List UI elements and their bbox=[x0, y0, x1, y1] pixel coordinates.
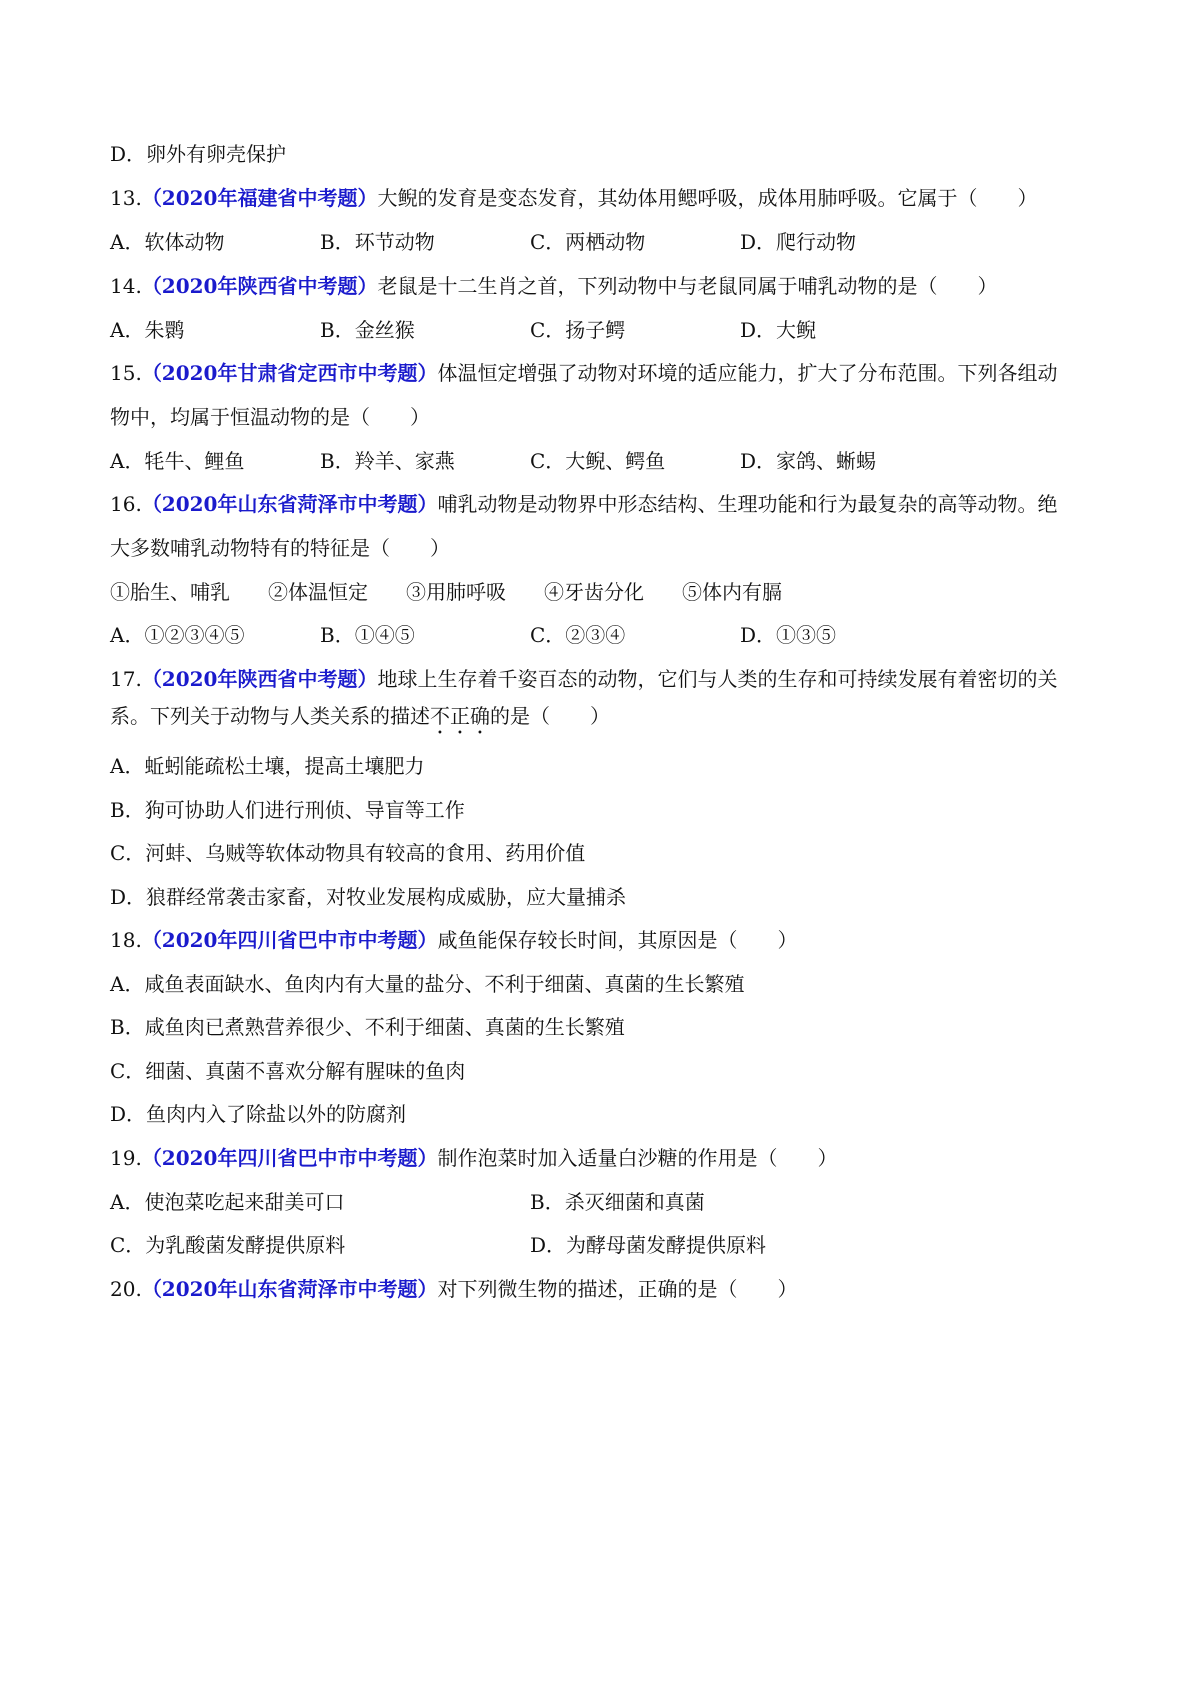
q13-option-b: B．环节动物 bbox=[320, 230, 435, 254]
q17-stem-line-2 bbox=[110, 702, 610, 739]
q19-stem: 制作泡菜时加入适量白沙糖的作用是（ ） bbox=[437, 1146, 838, 1170]
q13-source: （2020年福建省中考题） bbox=[141, 186, 378, 210]
q13-stem: 大鲵的发育是变态发育，其幼体用鳃呼吸，成体用肺呼吸。它属于（ ） bbox=[377, 186, 1038, 210]
q20-source: （2020年山东省菏泽市中考题） bbox=[141, 1277, 438, 1301]
q17-source: （2020年陕西省中考题） bbox=[141, 667, 378, 691]
q16-stem: 哺乳动物是动物界中形态结构、生理功能和行为最复杂的高等动物。绝 bbox=[437, 492, 1058, 516]
q16-item-4: ④牙齿分化 bbox=[544, 580, 644, 604]
q15-stem-line bbox=[110, 359, 1057, 387]
q15-stem: 体温恒定增强了动物对环境的适应能力，扩大了分布范围。下列各组动 bbox=[437, 361, 1058, 385]
q16-source: （2020年山东省菏泽市中考题） bbox=[141, 492, 438, 516]
q20-stem-line bbox=[110, 1275, 797, 1303]
q15-option-d: D．家鸽、蜥蜴 bbox=[740, 449, 877, 473]
q18-stem-line bbox=[110, 926, 797, 954]
q13-stem-line bbox=[110, 184, 1037, 212]
q14-stem-line bbox=[110, 272, 997, 300]
q19-option-a: A．使泡菜吃起来甜美可口 bbox=[110, 1190, 345, 1214]
q13-option-d: D．爬行动物 bbox=[740, 230, 857, 254]
q17-number: 17. bbox=[110, 667, 142, 691]
q19-option-c: C．为乳酸菌发酵提供原料 bbox=[110, 1233, 346, 1257]
q19-stem-line bbox=[110, 1144, 837, 1172]
q17-stem: 地球上生存着千姿百态的动物，它们与人类的生存和可持续发展有着密切的关 bbox=[377, 667, 1058, 691]
q14-option-c: C．扬子鳄 bbox=[530, 318, 626, 342]
q17-emphasis: 不正确 bbox=[430, 704, 490, 728]
q17-option-d: D．狼群经常袭击家畜，对牧业发展构成威胁，应大量捕杀 bbox=[110, 885, 627, 909]
q13-option-c: C．两栖动物 bbox=[530, 230, 646, 254]
q18-stem: 咸鱼能保存较长时间，其原因是（ ） bbox=[437, 928, 798, 952]
q17-stem-line bbox=[110, 665, 1057, 693]
q14-number: 14. bbox=[110, 274, 142, 298]
q13-option-a: A．软体动物 bbox=[110, 230, 225, 254]
q15-stem-line-2: 物中，均属于恒温动物的是（ ） bbox=[110, 405, 430, 429]
q20-stem: 对下列微生物的描述，正确的是（ ） bbox=[437, 1277, 798, 1301]
q16-item-5: ⑤体内有膈 bbox=[682, 580, 782, 604]
q16-stem-line-2: 大多数哺乳动物特有的特征是（ ） bbox=[110, 536, 450, 560]
q16-option-c: C．②③④ bbox=[530, 623, 626, 647]
q15-number: 15. bbox=[110, 361, 142, 385]
q16-option-a: A．①②③④⑤ bbox=[110, 623, 245, 647]
q14-option-a: A．朱鹮 bbox=[110, 318, 185, 342]
q16-option-d: D．①③⑤ bbox=[740, 623, 837, 647]
q15-option-b: B．羚羊、家燕 bbox=[320, 449, 455, 473]
q14-source: （2020年陕西省中考题） bbox=[141, 274, 378, 298]
q18-source: （2020年四川省巴中市中考题） bbox=[141, 928, 438, 952]
q16-item-3: ③用肺呼吸 bbox=[406, 580, 506, 604]
q19-number: 19. bbox=[110, 1146, 142, 1170]
q15-option-a: A．牦牛、鲤鱼 bbox=[110, 449, 245, 473]
q14-stem: 老鼠是十二生肖之首，下列动物中与老鼠同属于哺乳动物的是（ ） bbox=[377, 274, 998, 298]
q18-number: 18. bbox=[110, 928, 142, 952]
q20-number: 20. bbox=[110, 1277, 142, 1301]
q16-item-1: ①胎生、哺乳 bbox=[110, 580, 230, 604]
q16-number: 16. bbox=[110, 492, 142, 516]
q17-stem2-post: 的是（ ） bbox=[490, 704, 610, 728]
q18-option-b: B．咸鱼肉已煮熟营养很少、不利于细菌、真菌的生长繁殖 bbox=[110, 1015, 625, 1039]
q14-option-d: D．大鲵 bbox=[740, 318, 817, 342]
q12-option-d: D．卵外有卵壳保护 bbox=[110, 142, 287, 166]
q19-option-b: B．杀灭细菌和真菌 bbox=[530, 1190, 705, 1214]
q16-item-2: ②体温恒定 bbox=[268, 580, 368, 604]
q18-option-c: C．细菌、真菌不喜欢分解有腥味的鱼肉 bbox=[110, 1059, 466, 1083]
q17-option-c: C．河蚌、乌贼等软体动物具有较高的食用、药用价值 bbox=[110, 841, 586, 865]
q18-option-d: D．鱼肉内入了除盐以外的防腐剂 bbox=[110, 1102, 407, 1126]
q19-option-d: D．为酵母菌发酵提供原料 bbox=[530, 1233, 767, 1257]
q18-option-a: A．咸鱼表面缺水、鱼肉内有大量的盐分、不利于细菌、真菌的生长繁殖 bbox=[110, 972, 745, 996]
q19-source: （2020年四川省巴中市中考题） bbox=[141, 1146, 438, 1170]
q13-number: 13. bbox=[110, 186, 142, 210]
q16-stem-line bbox=[110, 490, 1057, 518]
q15-source: （2020年甘肃省定西市中考题） bbox=[141, 361, 438, 385]
q17-option-b: B．狗可协助人们进行刑侦、导盲等工作 bbox=[110, 798, 465, 822]
q17-stem2-pre: 系。下列关于动物与人类关系的描述 bbox=[110, 704, 430, 728]
q17-option-a: A．蚯蚓能疏松土壤，提高土壤肥力 bbox=[110, 754, 425, 778]
q15-option-c: C．大鲵、鳄鱼 bbox=[530, 449, 666, 473]
q16-option-b: B．①④⑤ bbox=[320, 623, 415, 647]
q14-option-b: B．金丝猴 bbox=[320, 318, 415, 342]
